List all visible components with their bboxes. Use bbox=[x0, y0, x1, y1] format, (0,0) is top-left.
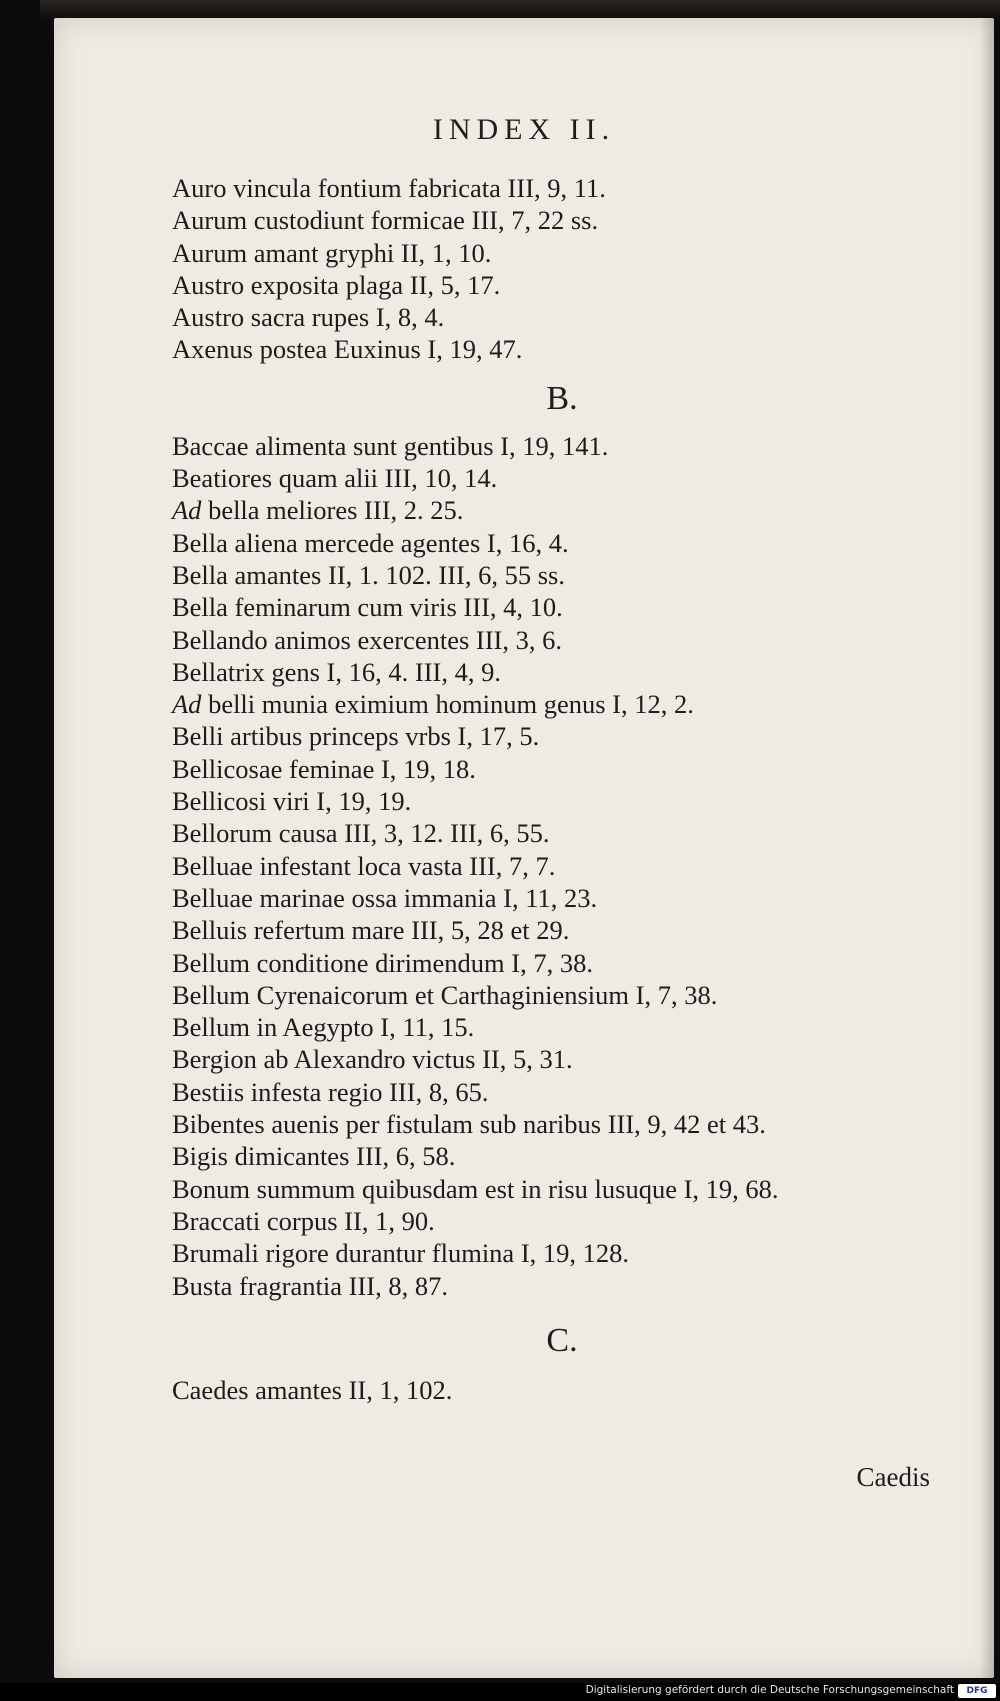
index-entry: Bestiis infesta regio III, 8, 65. bbox=[172, 1076, 489, 1107]
index-entry: Austro sacra rupes I, 8, 4. bbox=[172, 302, 445, 333]
section-letter-b: B. bbox=[546, 379, 578, 417]
index-entry: Belluae marinae ossa immania I, 11, 23. bbox=[172, 882, 598, 913]
index-entry: Belluae infestant loca vasta III, 7, 7. bbox=[172, 850, 556, 881]
book-page bbox=[54, 18, 994, 1678]
entry-text: belli munia eximium hominum genus I, 12, 2. bbox=[208, 689, 694, 720]
index-entry: Braccati corpus II, 1, 90. bbox=[172, 1205, 435, 1236]
index-entry: Bellicosae feminae I, 19, 18. bbox=[172, 753, 476, 784]
index-entry: Bella feminarum cum viris III, 4, 10. bbox=[172, 592, 563, 623]
index-entry: Austro exposita plaga II, 5, 17. bbox=[172, 269, 501, 300]
entry-prefix: Ad bbox=[172, 495, 202, 526]
section-a bbox=[172, 172, 992, 366]
index-entry: Bellicosi viri I, 19, 19. bbox=[172, 786, 412, 817]
index-entry: Bellando animos exercentes III, 3, 6. bbox=[172, 624, 563, 655]
catchword: Caedis bbox=[856, 1462, 930, 1492]
entry-prefix: Ad bbox=[172, 689, 202, 720]
index-entry bbox=[172, 688, 992, 720]
index-entry: Baccae alimenta sunt gentibus I, 19, 141. bbox=[172, 430, 609, 461]
index-entry: Aurum custodiunt formicae III, 7, 22 ss. bbox=[172, 205, 599, 236]
scan-top-edge bbox=[40, 0, 1000, 20]
index-entry: Bergion ab Alexandro victus II, 5, 31. bbox=[172, 1044, 573, 1075]
index-entry: Bellorum causa III, 3, 12. III, 6, 55. bbox=[172, 818, 550, 849]
index-entry: Busta fragrantia III, 8, 87. bbox=[172, 1270, 448, 1301]
index-entry: Belluis refertum mare III, 5, 28 et 29. bbox=[172, 915, 570, 946]
index-entry: Bella amantes II, 1. 102. III, 6, 55 ss. bbox=[172, 559, 565, 590]
index-entry: Bonum summum quibusdam est in risu lusuque I, 19, 68. bbox=[172, 1173, 779, 1204]
funding-credit: Digitalisierung gefördert durch die Deutsche Forschungsgemeinschaft bbox=[585, 1684, 954, 1696]
index-entry: Belli artibus princeps vrbs I, 17, 5. bbox=[172, 721, 540, 752]
index-entry bbox=[172, 494, 992, 526]
index-entry: Bella aliena mercede agentes I, 16, 4. bbox=[172, 527, 569, 558]
section-b bbox=[172, 430, 992, 1302]
index-entry: Axenus postea Euxinus I, 19, 47. bbox=[172, 334, 523, 365]
dfg-logo: DFG bbox=[958, 1684, 996, 1698]
index-entry: Bellum conditione dirimendum I, 7, 38. bbox=[172, 947, 593, 978]
index-entry: Bellum Cyrenaicorum et Carthaginiensium I, 7, 38. bbox=[172, 979, 718, 1010]
index-entry: Aurum amant gryphi II, 1, 10. bbox=[172, 237, 492, 268]
index-entry: Caedes amantes II, 1, 102. bbox=[172, 1374, 453, 1405]
index-entry: Auro vincula fontium fabricata III, 9, 11. bbox=[172, 173, 606, 203]
index-entry: Bibentes auenis per fistulam sub naribus III, 9, 42 et 43. bbox=[172, 1109, 766, 1140]
entry-text: bella meliores III, 2. 25. bbox=[208, 495, 464, 526]
index-entry: Bellum in Aegypto I, 11, 15. bbox=[172, 1012, 475, 1043]
index-entries bbox=[172, 172, 992, 1406]
index-entry: Beatiores quam alii III, 10, 14. bbox=[172, 463, 498, 494]
section-c bbox=[172, 1374, 992, 1406]
index-entry: Bigis dimicantes III, 6, 58. bbox=[172, 1141, 456, 1172]
index-entry: Bellatrix gens I, 16, 4. III, 4, 9. bbox=[172, 656, 501, 687]
section-letter-c: C. bbox=[546, 1321, 578, 1359]
index-entry: Brumali rigore durantur flumina I, 19, 128. bbox=[172, 1238, 630, 1269]
page-heading: INDEX II. bbox=[432, 113, 616, 146]
